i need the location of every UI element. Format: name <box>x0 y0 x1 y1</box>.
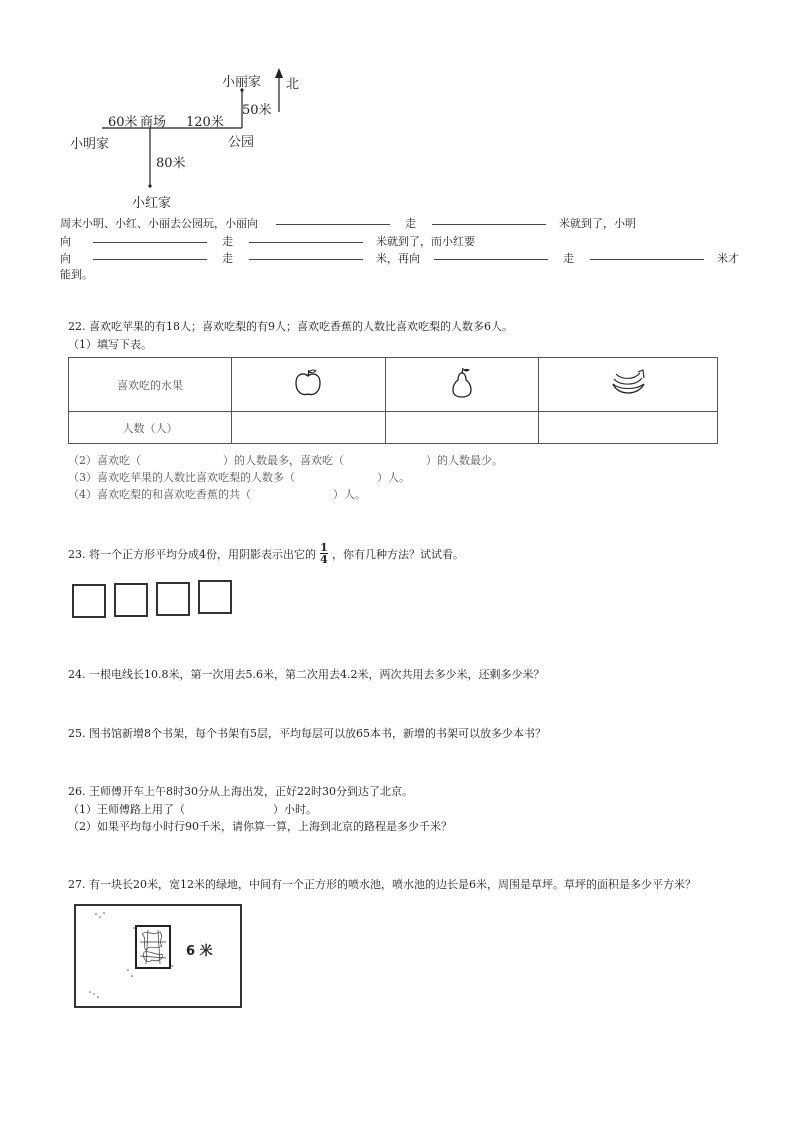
q21-line3 <box>60 250 739 266</box>
dist-50-label: 50米 <box>242 103 272 118</box>
square-2[interactable] <box>114 583 148 617</box>
answer-blank[interactable] <box>249 258 363 260</box>
apple-icon <box>291 366 325 400</box>
pear-count-cell[interactable] <box>385 412 539 444</box>
banana-icon <box>608 366 648 400</box>
q22-sub1: （1）填写下表。 <box>68 338 152 351</box>
q22-text: （4）喜欢吃梨的和喜欢吃香蕉的共（ <box>68 488 251 501</box>
q21-line1 <box>60 215 636 231</box>
xiaoli-home-label: 小丽家 <box>222 75 262 90</box>
q21-text: 走 <box>222 235 233 248</box>
q21-text: 走 <box>405 217 416 230</box>
q21-text: 米才 <box>717 252 739 265</box>
q22-text: ）人。 <box>377 471 410 484</box>
pear-icon <box>445 366 479 400</box>
q21-line2 <box>60 233 475 249</box>
answer-blank[interactable] <box>249 241 363 243</box>
q21-text: 周末小明、小红、小丽去公园玩，小丽向 <box>60 217 258 230</box>
pear-cell <box>385 358 539 412</box>
q22-text: ）的人数最少。 <box>426 454 503 467</box>
q21-text: 走 <box>563 252 574 265</box>
q22-text: （3）喜欢吃苹果的人数比喜欢吃梨的人数多（ <box>68 471 295 484</box>
q21-line4: 能到。 <box>60 268 93 281</box>
q26-sub2: （2）如果平均每小时行90千米，请你算一算，上海到北京的路程是多少千米？ <box>68 820 452 833</box>
fraction <box>320 542 328 565</box>
north-label: 北 <box>286 77 300 92</box>
lawn-rectangle <box>74 904 242 1008</box>
pool-side-label: 6 米 <box>186 944 213 959</box>
apple-cell <box>232 358 386 412</box>
square-1[interactable] <box>72 584 106 618</box>
square-4[interactable] <box>198 580 232 614</box>
table-row-label: 人数（人） <box>69 412 232 444</box>
banana-cell <box>539 358 718 412</box>
q27-text: 27. 有一块长20米，宽12米的绿地，中间有一个正方形的喷水池，喷水池的边长是6米，周围是草坪。草坪的面积是多少平方米？ <box>68 878 696 891</box>
q26-title: 26. 王师傅开车上午8时30分从上海出发，正好22时30分到达了北京。 <box>68 785 413 798</box>
q24-text: 24. 一根电线长10.8米，第一次用去5.6米，第二次用去4.2米，两次共用去多少米，还剩多少米？ <box>68 668 545 681</box>
answer-blank[interactable] <box>93 241 207 243</box>
q22-text: （2）喜欢吃（ <box>68 454 141 467</box>
q23-text-a: 23. 将一个正方形平均分成4份，用阴影表示出它的 <box>68 547 316 561</box>
q25-text: 25. 图书馆新增8个书架，每个书架有5层，平均每层可以放65本书，新增的书架可以放多少本书？ <box>68 727 546 740</box>
banana-count-cell[interactable] <box>539 412 718 444</box>
xiaohong-home-label: 小红家 <box>132 196 172 211</box>
q22-sub3 <box>68 469 410 485</box>
q21-text: 向 <box>60 235 71 248</box>
q22-text: ）的人数最多，喜欢吃（ <box>223 454 344 467</box>
table-header-label: 喜欢吃的水果 <box>69 358 232 412</box>
answer-blank[interactable] <box>434 258 548 260</box>
market-label: 商场 <box>140 115 167 130</box>
dist-120-label: 120米 <box>186 115 224 130</box>
lawn-texture <box>76 906 240 1006</box>
q23-text-b: ，你有几种方法？试试看。 <box>332 547 464 561</box>
answer-blank[interactable] <box>432 223 546 225</box>
answer-blank[interactable] <box>276 223 390 225</box>
q21-text: 米就到了，而小红要 <box>376 235 475 248</box>
q21-text: 米，再向 <box>376 252 420 265</box>
answer-blank[interactable] <box>590 258 704 260</box>
park-label: 公园 <box>228 135 255 150</box>
north-arrowhead <box>275 68 283 78</box>
xiaohong-dot <box>148 184 151 187</box>
q21-text: 米就到了，小明 <box>559 217 636 230</box>
fruit-table <box>68 357 718 444</box>
q26-text: ）小时。 <box>273 803 317 816</box>
apple-count-cell[interactable] <box>232 412 386 444</box>
q21-text: 向 <box>60 252 71 265</box>
q22-sub4 <box>68 486 366 502</box>
fraction-denominator: 4 <box>320 553 328 566</box>
q23-text <box>68 542 464 565</box>
q21-text: 走 <box>222 252 233 265</box>
xiaoming-home-label: 小明家 <box>70 137 110 152</box>
q22-title: 22. 喜欢吃苹果的有18人；喜欢吃梨的有9人；喜欢吃香蕉的人数比喜欢吃梨的人数多6人。 <box>68 320 513 333</box>
answer-blank[interactable] <box>93 258 207 260</box>
dist-80-label: 80米 <box>156 156 186 171</box>
square-3[interactable] <box>156 582 190 616</box>
fraction-numerator: 1 <box>320 541 328 554</box>
q22-text: ）人。 <box>333 488 366 501</box>
q22-sub2 <box>68 452 503 468</box>
q26-sub1 <box>68 801 317 817</box>
dist-60-label: 60米 <box>108 115 138 130</box>
q26-text: （1）王师傅路上用了（ <box>68 803 185 816</box>
